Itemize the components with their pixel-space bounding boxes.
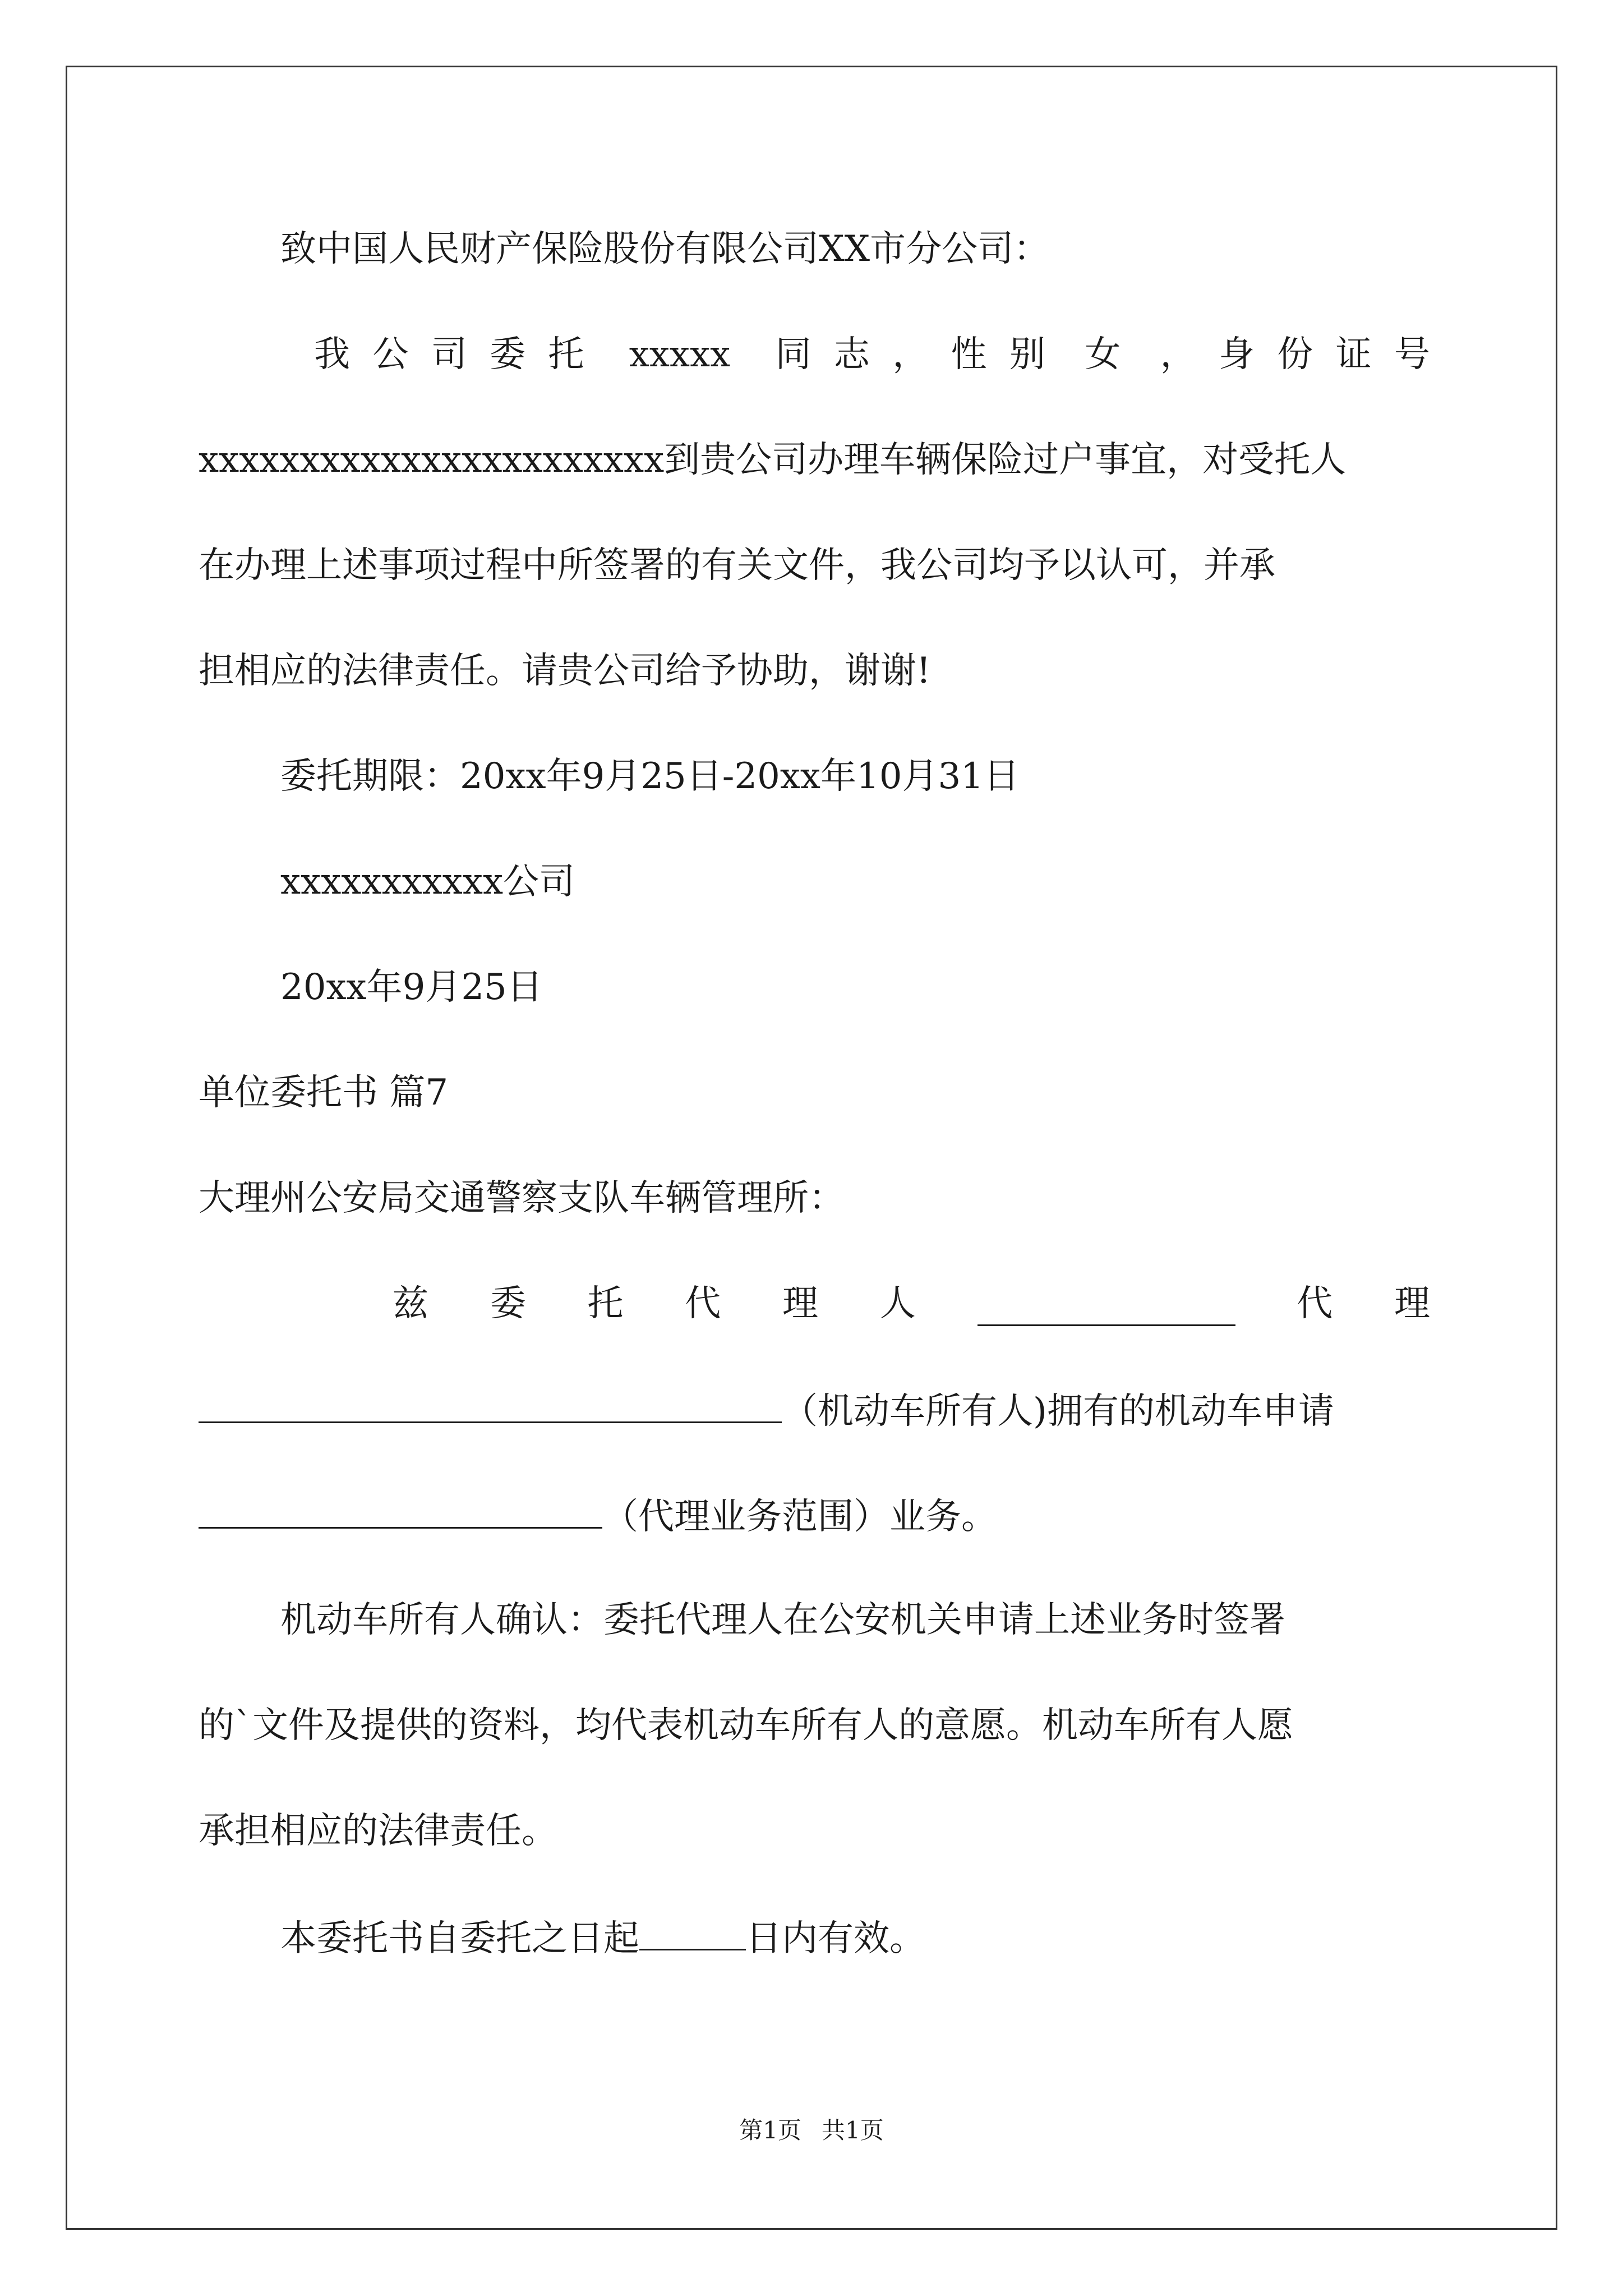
page-number: 第1页 bbox=[739, 2116, 801, 2144]
page-footer bbox=[0, 2115, 1623, 2146]
word: 委 bbox=[490, 1283, 526, 1324]
word: 人 bbox=[879, 1283, 916, 1324]
validity-prefix: 本委托书自委托之日起 bbox=[280, 1918, 639, 1959]
section-title: 单位委托书 篇7 bbox=[199, 1072, 449, 1114]
word: 司 bbox=[431, 334, 467, 375]
addressee-line: 致中国人民财产保险股份有限公司XX市分公司： bbox=[280, 228, 1050, 270]
scope-line bbox=[199, 1492, 997, 1539]
word: 托 bbox=[548, 334, 584, 375]
validity-line bbox=[280, 1914, 925, 1961]
body-line-1 bbox=[314, 332, 1430, 377]
word: 代 bbox=[1297, 1283, 1333, 1324]
validity-suffix: 日内有效。 bbox=[746, 1918, 925, 1959]
word: 同 bbox=[775, 334, 811, 375]
addressee-line: 大理州公安局交通警察支队车辆管理所： bbox=[199, 1177, 845, 1219]
word: 号 bbox=[1394, 334, 1430, 375]
letter-date: 20xx年9月25日 bbox=[280, 967, 543, 1008]
owner-name-blank[interactable] bbox=[199, 1387, 782, 1423]
word: 理 bbox=[782, 1283, 818, 1324]
word: 别 bbox=[1009, 334, 1045, 375]
word: 证 bbox=[1335, 334, 1372, 375]
owner-line bbox=[199, 1387, 1334, 1434]
validity-days-blank[interactable] bbox=[639, 1914, 746, 1950]
word: 身 bbox=[1218, 334, 1255, 375]
body-line-2: xxxxxxxxxxxxxxxxxxxxxxx到贵公司办理车辆保险过户事宜，对受托人 bbox=[199, 439, 1347, 481]
word: 托 bbox=[587, 1283, 624, 1324]
business-scope-blank[interactable] bbox=[199, 1492, 602, 1529]
owner-label: （机动车所有人)拥有的机动车申请 bbox=[782, 1391, 1334, 1432]
company-signature: xxxxxxxxxxx公司 bbox=[280, 861, 575, 903]
word: ， bbox=[892, 334, 929, 375]
entrust-agent-line bbox=[393, 1281, 1430, 1326]
word: xxxxx bbox=[629, 334, 731, 375]
word: 委 bbox=[490, 334, 526, 375]
page-border bbox=[66, 66, 1557, 2230]
word: ， bbox=[1160, 334, 1196, 375]
word: 女 bbox=[1085, 334, 1121, 375]
word: 兹 bbox=[393, 1283, 428, 1324]
agent-name-blank[interactable] bbox=[978, 1290, 1235, 1326]
body-line-3: 在办理上述事项过程中所签署的有关文件，我公司均予以认可，并承 bbox=[199, 545, 1275, 586]
word: 志 bbox=[833, 334, 870, 375]
body-line-4: 担相应的法律责任。请贵公司给予协助，谢谢! bbox=[199, 650, 931, 692]
word: 我 bbox=[314, 334, 350, 375]
confirm-line-3: 承担相应的法律责任。 bbox=[199, 1810, 557, 1852]
word: 份 bbox=[1277, 334, 1313, 375]
confirm-line-1: 机动车所有人确认：委托代理人在公安机关申请上述业务时签署 bbox=[280, 1599, 1285, 1641]
scope-label: （代理业务范围）业务。 bbox=[602, 1496, 997, 1538]
word: 理 bbox=[1394, 1283, 1430, 1324]
confirm-line-2: 的`文件及提供的资料，均代表机动车所有人的意愿。机动车所有人愿 bbox=[199, 1705, 1293, 1746]
word: 性 bbox=[951, 334, 987, 375]
page-total: 共1页 bbox=[822, 2116, 884, 2144]
word: 代 bbox=[685, 1283, 721, 1324]
word: 公 bbox=[372, 334, 409, 375]
entrust-period: 委托期限：20xx年9月25日-20xx年10月31日 bbox=[280, 756, 1020, 797]
